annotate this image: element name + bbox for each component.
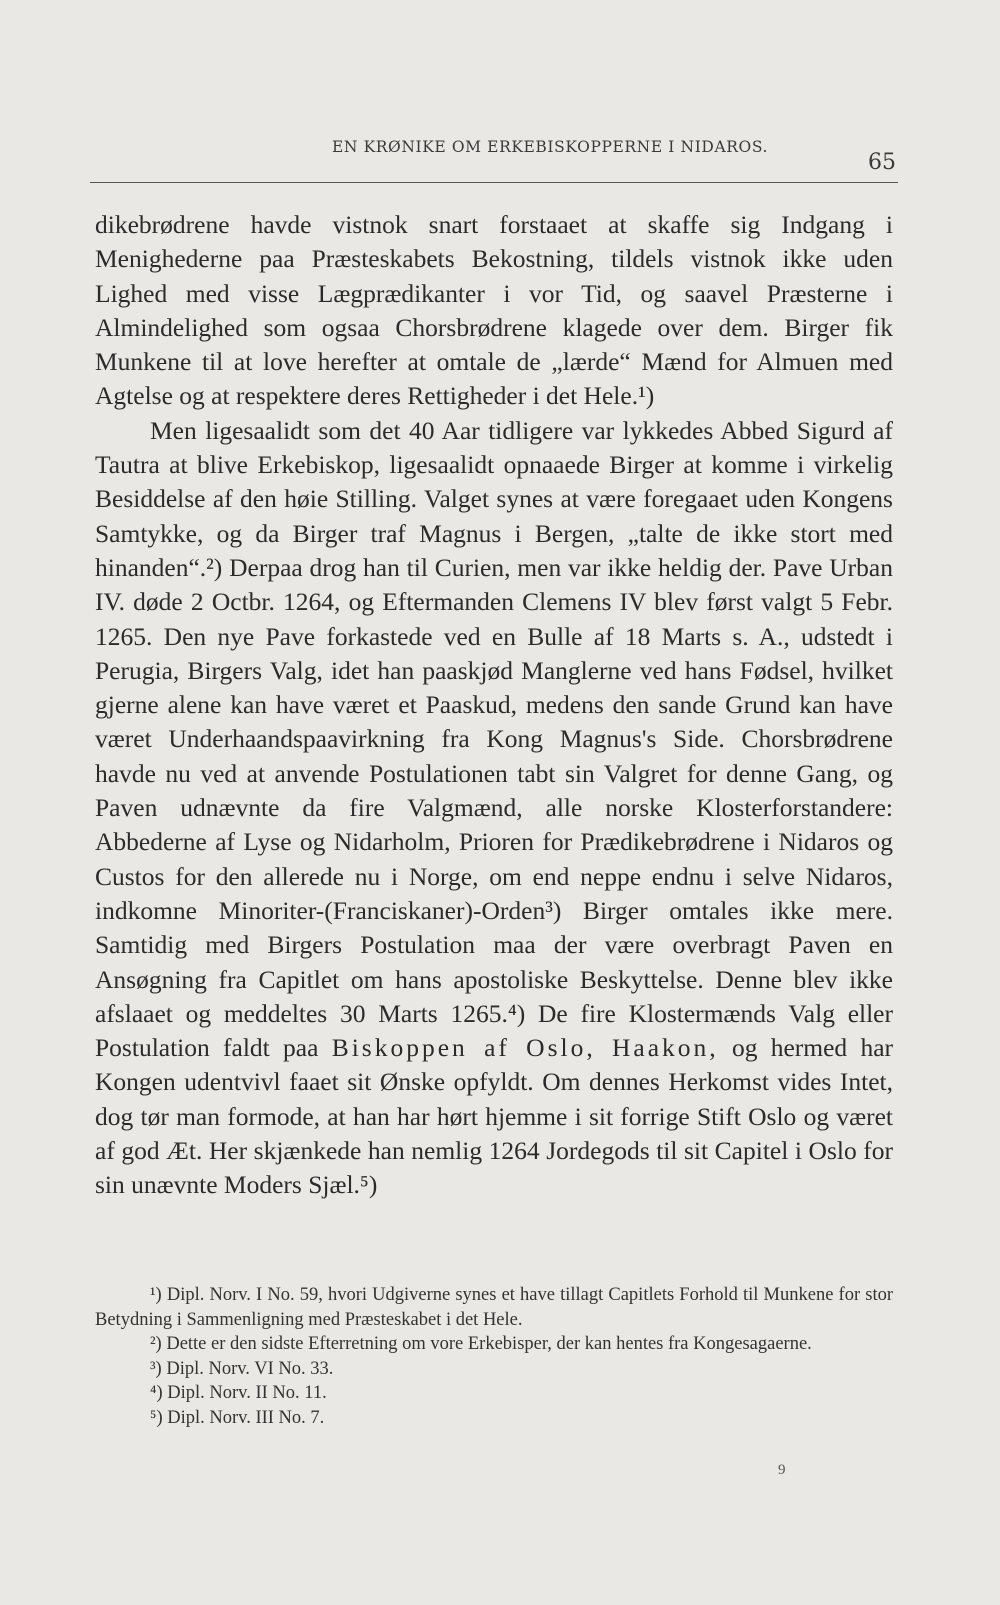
footnote-5: ⁵) Dipl. Norv. III No. 7. — [150, 1407, 325, 1428]
paragraph-2-end: og hermed har Kongen udentvivl faaet sit Ønske opfyldt. Om dennes Herkomst vides Intet, dog tør man formode, at han har hørt hjemme i sit forrige Stift Oslo og været af god Æt. Her skjænkede han nemlig 1264 Jordegods til sit Capitel i Oslo for sin unævnte Moders Sjæl.⁵) — [95, 1033, 894, 1200]
paragraph-1: dikebrødrene havde vistnok snart forstaaet at skaffe sig Indgang i Menighederne paa Præsteskabets Bekostning, tildels vistnok ikke uden Lighed med visse Lægprædikanter i vor Tid, og saavel Præsterne i Almindelighed som ogsaa Chorsbrødrene klagede over dem. Birger fik Munkene til at love herefter at omtale de „lærde“ Mænd for Almuen med Agtelse og at respektere deres Rettigheder i det Hele.¹) — [95, 210, 893, 411]
page-number: 65 — [868, 150, 896, 175]
signature-mark: 9 — [778, 1462, 786, 1478]
footnote-3: ³) Dipl. Norv. VI No. 33. — [150, 1358, 334, 1379]
footnote-1: ¹) Dipl. Norv. I No. 59, hvori Udgiverne synes et have tillagt Capitlets Forhold til Munkene for stor Betydning i Sammenligning med Præsteskabet i det Hele. — [95, 1285, 893, 1330]
paragraph-2-text: Men ligesaalidt som det 40 Aar tidligere var lykkedes Abbed Sigurd af Tautra at blive Erkebiskop, ligesaalidt opnaaede Birger at komme i virkelig Besiddelse af den høie Stilling. Valget synes at være foregaaet uden Kongens Samtykke, og da Birger traf Magnus i Bergen, „talte de ikke stort med hinanden“.²) Derpaa drog han til Curien, men var ikke heldig der. Pave Urban IV. døde 2 Octbr. 1264, og Eftermanden Clemens IV blev først valgt 5 Febr. 1265. Den nye Pave forkastede ved en Bulle af 18 Marts s. A., udstedt i Perugia, Birgers Valg, idet han paaskjød Manglerne ved hans Fødsel, hvilket gjerne alene kan have været et Paaskud, medens den sande Grund kan have været Underhaandspaavirkning fra Kong Magnus's Side. Chorsbrødrene havde nu ved at anvende Postulationen tabt sin Valgret for denne Gang, og Paven udnævnte da fire Valgmænd, alle norske Klosterforstandere: Abbederne af Lyse og Nidarholm, Prioren for Prædikebrødrene i Nidaros og Custos for den allerede nu i Norge, om end neppe endnu i selve Nidaros, indkomne Minoriter-(Franciskaner)-Orden³) Birger omtales ikke mere. Samtidig med Birgers Postulation maa der være overbragt Paven en Ansøgning fra Capitlet om hans apostoliske Beskyttelse. Denne blev ikke afslaaet og meddeltes 30 Marts 1265.⁴) De fire Klostermænds Valg eller Postulation faldt paa — [95, 415, 893, 1063]
spaced-name: Biskoppen af Oslo, Haakon, — [331, 1033, 719, 1063]
page-header — [90, 136, 898, 183]
paragraph-2 — [95, 414, 893, 1203]
main-text — [95, 208, 893, 1203]
running-title: EN KRØNIKE OM ERKEBISKOPPERNE I NIDAROS. — [331, 138, 769, 156]
footnote-4: ⁴) Dipl. Norv. II No. 11. — [150, 1383, 327, 1403]
footnotes — [95, 1283, 893, 1430]
footnote-2: ²) Dette er den sidste Efterretning om vore Erkebisper, der kan hentes fra Kongesagaerne. — [150, 1334, 812, 1354]
